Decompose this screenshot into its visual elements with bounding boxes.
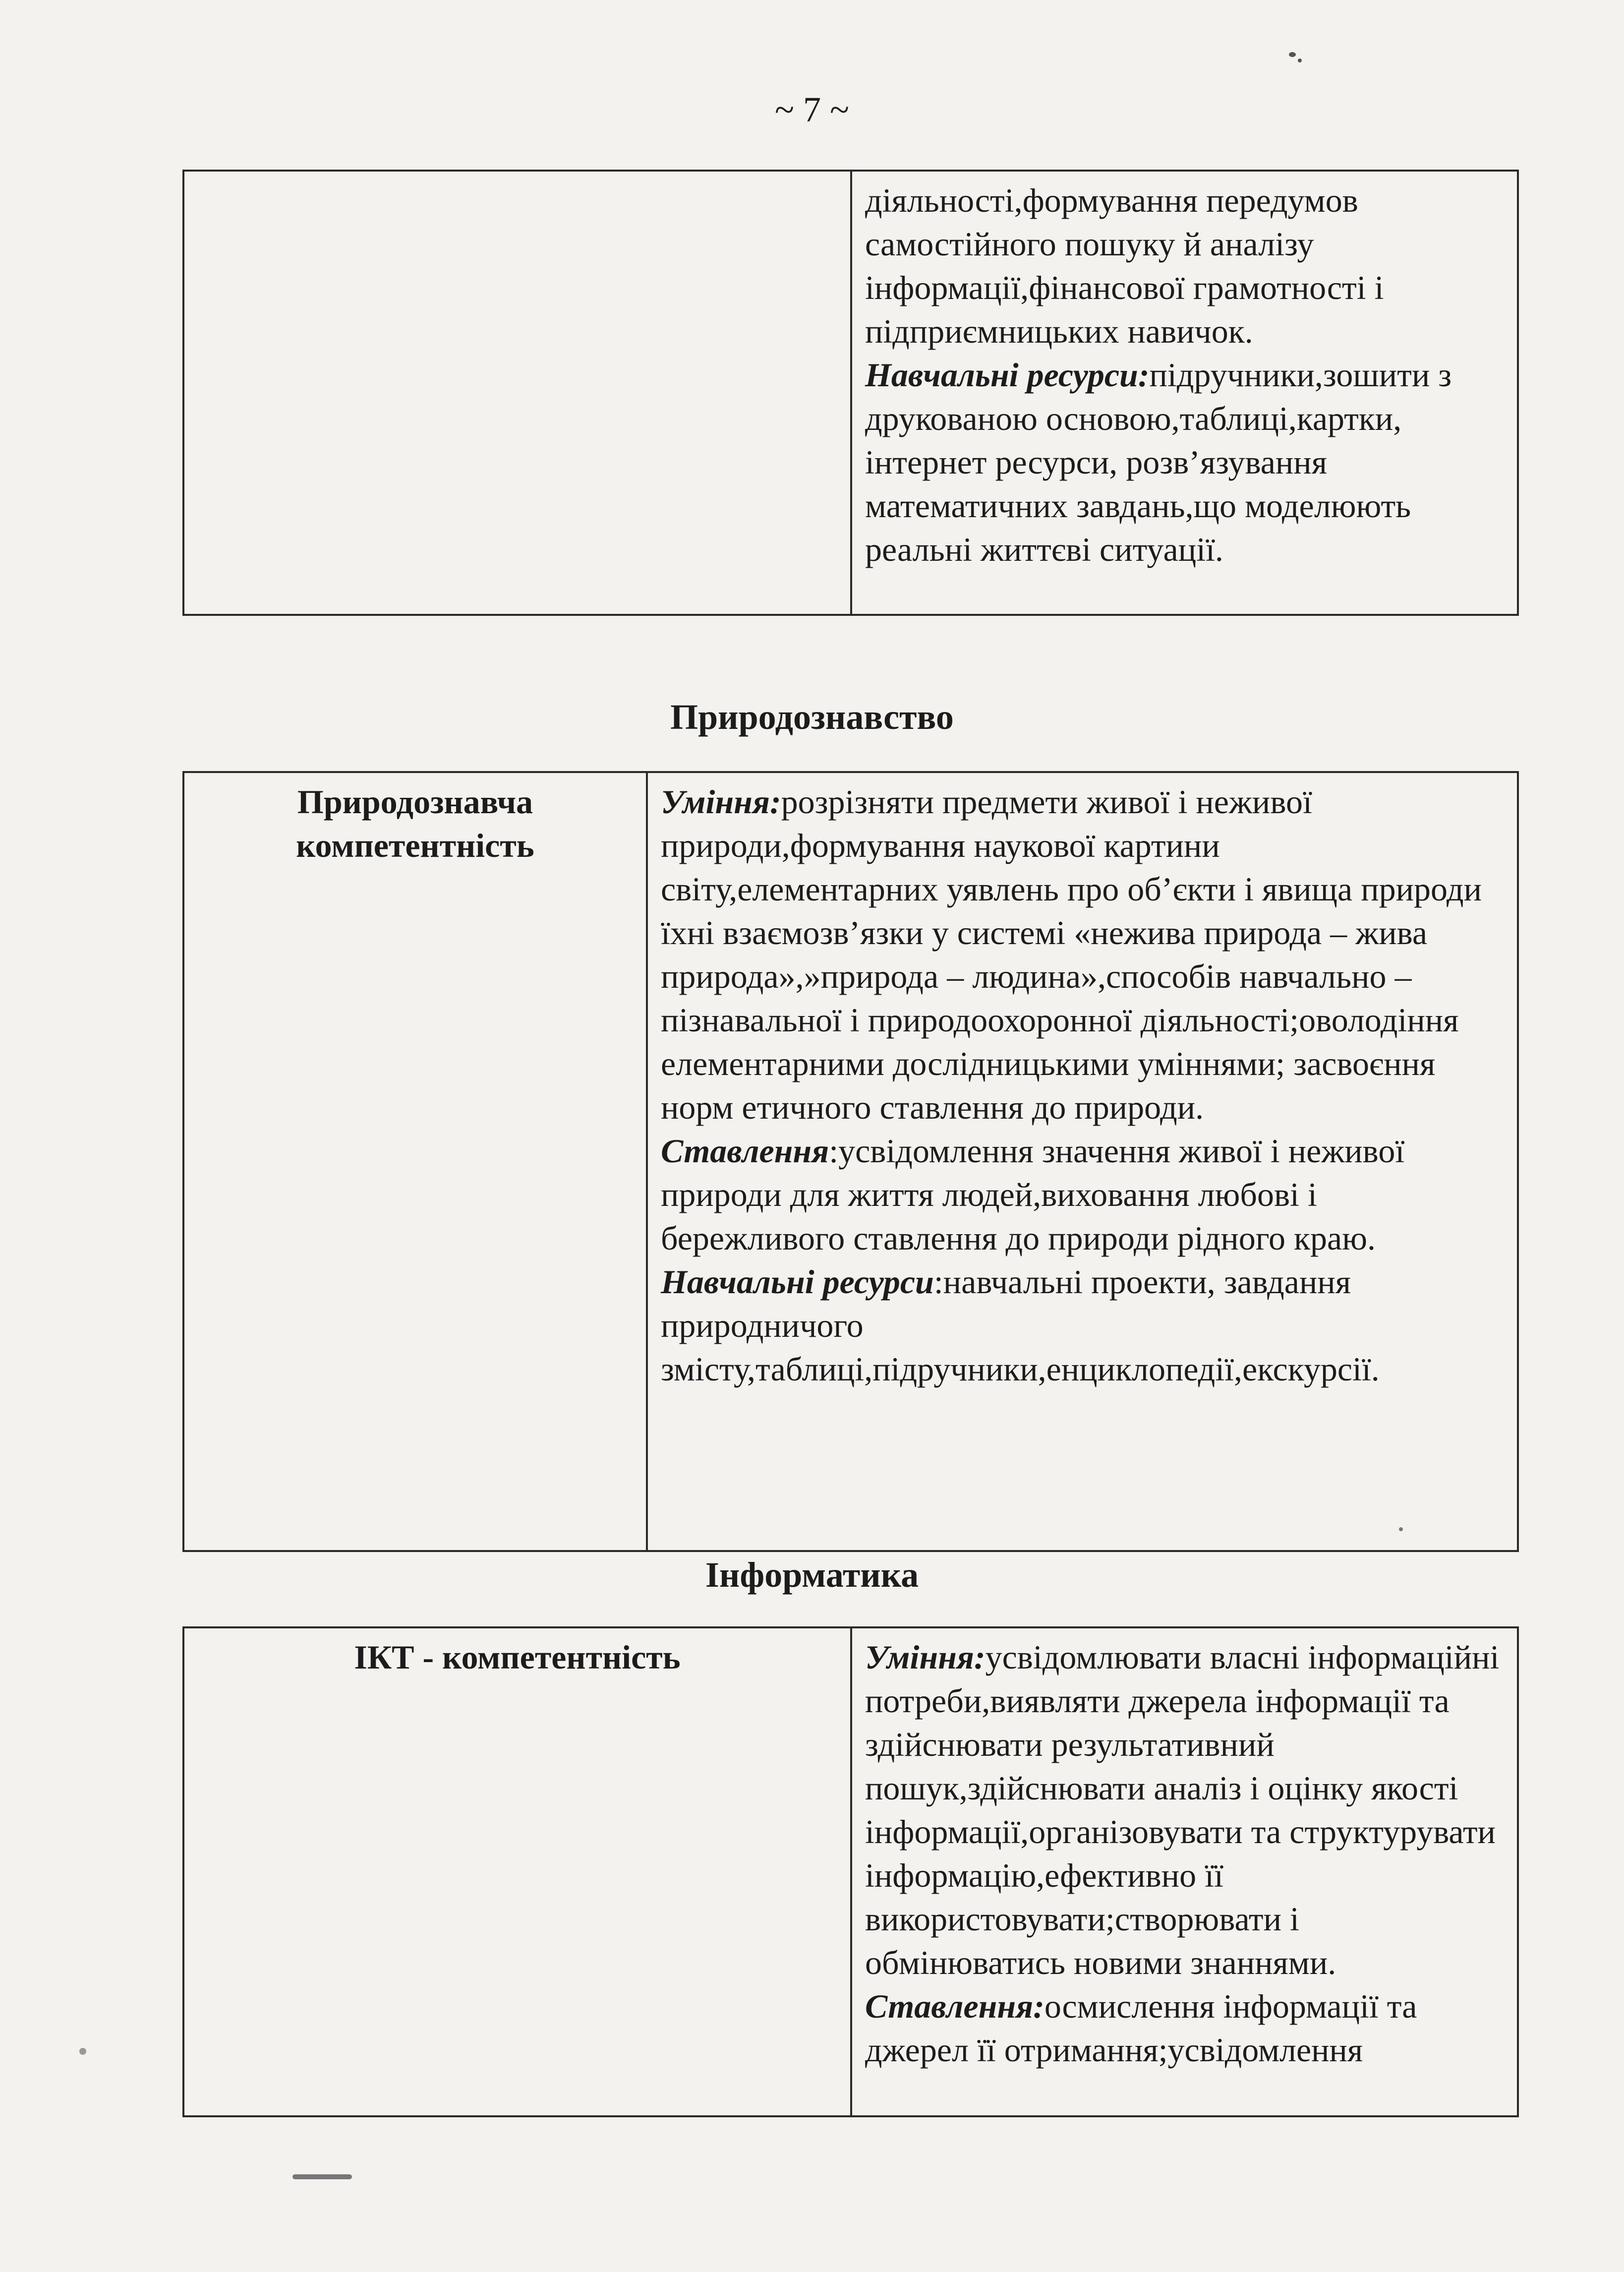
paragraph-label: Ставлення:	[865, 1987, 1044, 2025]
description-paragraph	[865, 353, 1504, 571]
paragraph-label: Уміння:	[865, 1638, 986, 1676]
scan-speck	[292, 2174, 352, 2179]
scan-speck	[1289, 52, 1296, 57]
paragraph-text: усвідомлювати власні інформаційні потреби,виявляти джерела інформації та здійснювати результативний пошук,здійснювати аналіз і оцінку якості інформації,організовувати та структурувати інформацію,ефективно її використовувати;створювати і обмінюватись новими знаннями.	[865, 1638, 1500, 1981]
paragraph-text: осмислення інформації та джерел її отримання;усвідомлення	[865, 1987, 1417, 2069]
paragraph-label: Навчальні ресурси	[661, 1263, 934, 1301]
section-heading-informatics: Інформатика	[705, 1555, 919, 1595]
scan-speck	[1298, 59, 1302, 62]
nature-competence-table	[182, 771, 1519, 1552]
description-paragraph	[661, 1129, 1504, 1260]
competence-cell: Природознавча компетентність	[183, 772, 647, 1551]
description-paragraph	[661, 1260, 1504, 1391]
paragraph-label: Уміння:	[661, 783, 781, 821]
scan-speck	[79, 2048, 86, 2055]
competence-cell: ІКТ - компетентність	[183, 1627, 851, 2116]
paragraph-label: Ставлення	[661, 1132, 829, 1170]
ict-competence-table	[182, 1626, 1519, 2117]
description-cell	[851, 171, 1518, 615]
scan-speck	[1399, 1527, 1403, 1531]
description-paragraph	[865, 1984, 1504, 2072]
description-cell	[647, 772, 1518, 1551]
paragraph-label: Навчальні ресурси:	[865, 356, 1150, 394]
description-paragraph	[865, 1635, 1504, 1984]
description-paragraph	[865, 179, 1504, 353]
description-cell	[851, 1627, 1518, 2116]
paragraph-text: :усвідомлення значення живої і неживої природи для життя людей,виховання любові і бережливого ставлення до природи рідного краю.	[661, 1132, 1405, 1257]
paragraph-text: :навчальні проекти, завдання природничого змісту,таблиці,підручники,енциклопедії,екскурсії.	[661, 1263, 1380, 1388]
paragraph-text: діяльності,формування передумов самостійного пошуку й аналізу інформації,фінансової грамотності і підприємницьких навичок.	[865, 181, 1384, 350]
page-number: ~ 7 ~	[775, 90, 849, 129]
paragraph-text: розрізняти предмети живої і неживої природи,формування наукової картини світу,елементарних уявлень про об’єкти і явища природи їхні взаємозв’язки у системі «нежива природа – жива природа»,»природа – людина»,способів навчально – пізнавальної і природоохоронної діяльності;оволодіння елементарними дослідницькими уміннями; засвоєння норм етичного ставлення до природи.	[661, 783, 1482, 1126]
paragraph-text: підручники,зошити з друкованою основою,таблиці,картки, інтернет ресурси, розв’язування математичних завдань,що моделюють реальні життєві ситуації.	[865, 356, 1452, 568]
section-heading-nature: Природознавство	[670, 697, 954, 737]
continued-table	[182, 170, 1519, 616]
competence-cell	[183, 171, 851, 615]
description-paragraph	[661, 780, 1504, 1129]
